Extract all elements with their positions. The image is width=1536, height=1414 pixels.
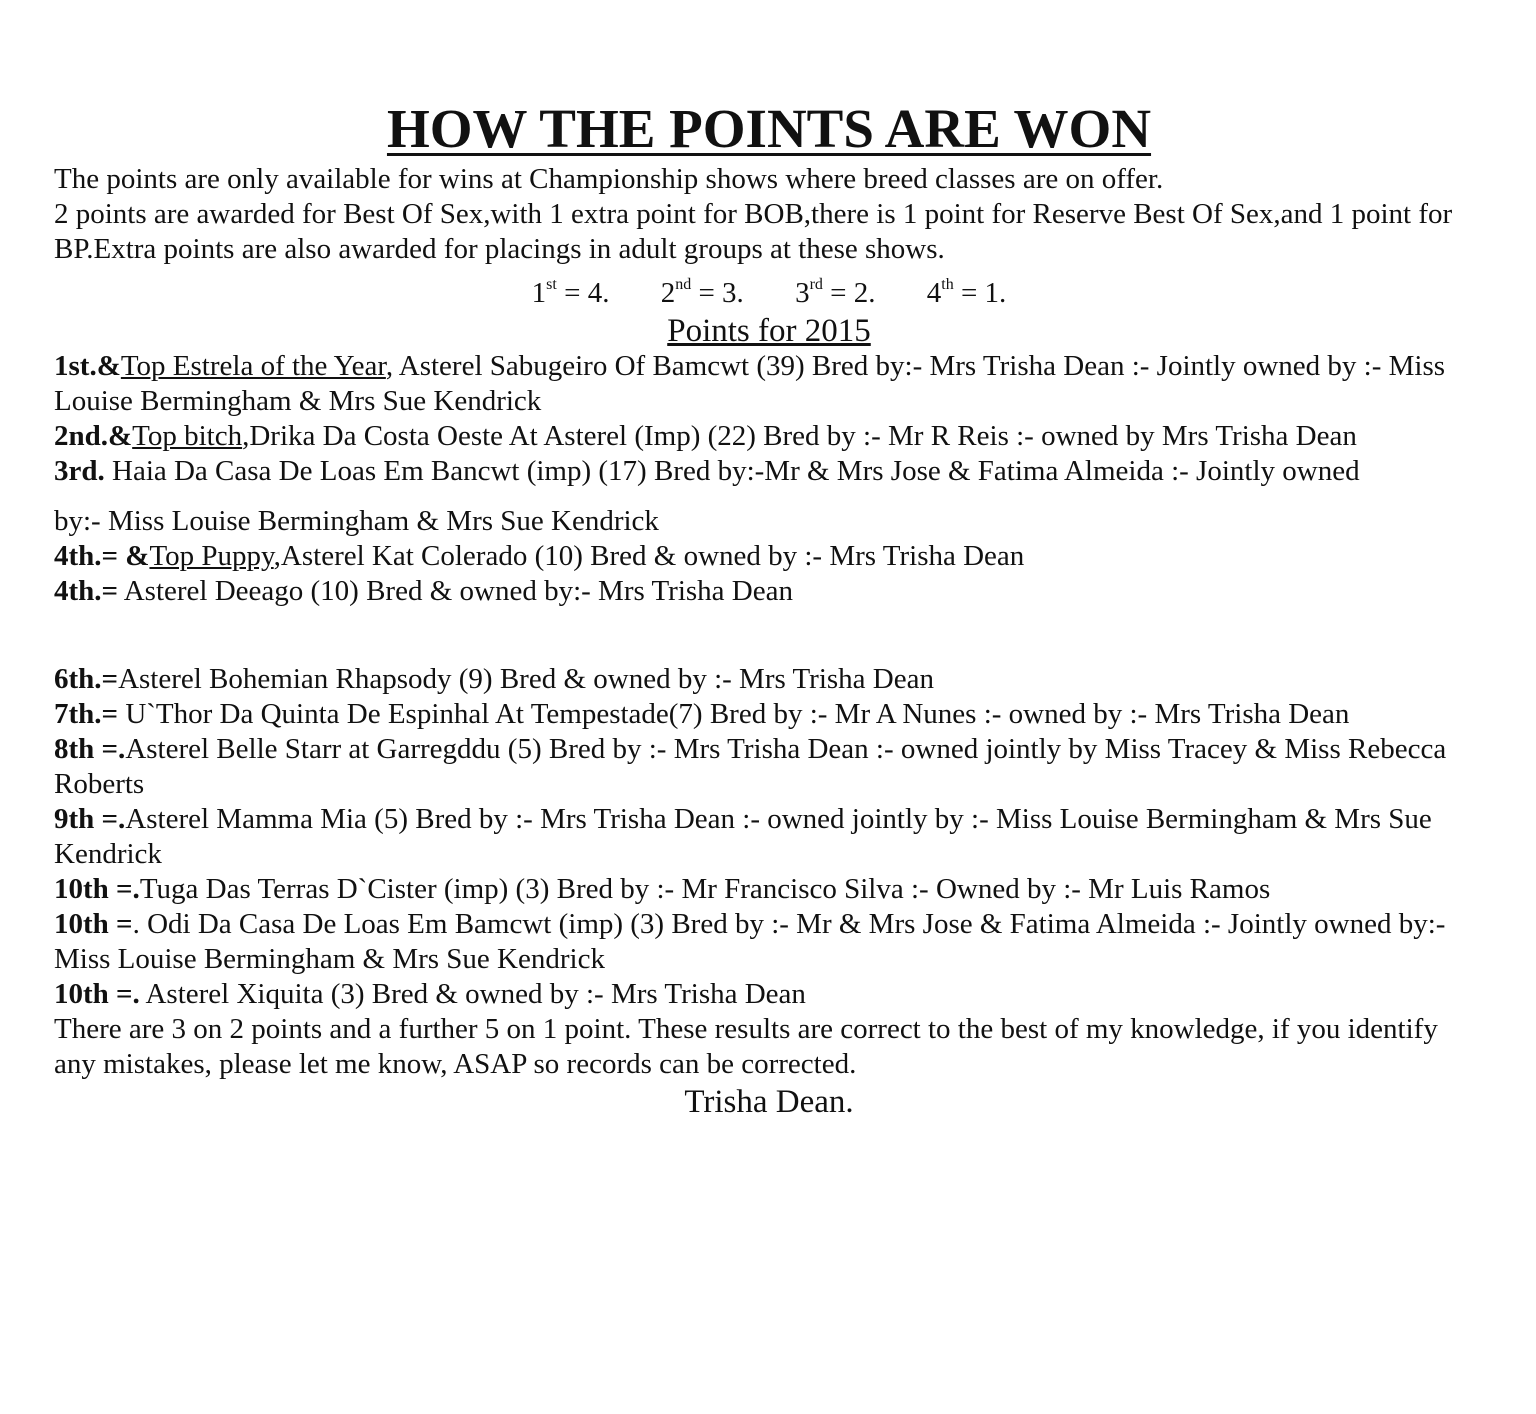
ranking-entry-4a [54, 539, 1484, 574]
entry-place: 3rd. [54, 454, 105, 487]
scale-suffix: st [546, 276, 557, 293]
entry-place: 10th = [54, 907, 133, 940]
entry-place: 8th =. [54, 732, 126, 765]
entry-text: Asterel Mamma Mia (5) Bred by :- Mrs Trisha Dean :- owned jointly by :- Miss Louise Bermingham & Mrs Sue Kendrick [54, 802, 1432, 870]
ranking-entry-8 [54, 732, 1484, 802]
scale-suffix: th [941, 276, 954, 293]
scale-item-1st [532, 277, 610, 309]
entry-text: Asterel Xiquita (3) Bred & owned by :- Mrs Trisha Dean [139, 977, 806, 1010]
ranking-entry-3-continued: by:- Miss Louise Bermingham & Mrs Sue Kendrick [54, 504, 659, 537]
ranking-entry-2 [54, 419, 1484, 454]
entry-award: Top Puppy [149, 539, 274, 572]
ranking-entry-4b [54, 574, 1484, 609]
entry-text: U`Thor Da Quinta De Espinhal At Tempestade(7) Bred by :- Mr A Nunes :- owned by :- Mrs Trisha Dean [118, 697, 1350, 730]
entry-place: 2nd.& [54, 419, 133, 452]
entry-place: 10th =. [54, 872, 140, 905]
document-page [54, 96, 1484, 1122]
ranking-entry-10a [54, 872, 1484, 907]
entry-text: Haia Da Casa De Loas Em Bancwt (imp) (17) Bred by:-Mr & Mrs Jose & Fatima Almeida :- Jointly owned [104, 454, 1360, 487]
scale-value: = 2. [830, 276, 876, 309]
closing-note: There are 3 on 2 points and a further 5 on 1 point. These results are correct to the best of my knowledge, if you identify any mistakes, please let me know, ASAP so records can be corrected. [54, 1012, 1438, 1080]
scale-num: 4 [926, 276, 942, 309]
entry-text: . Odi Da Casa De Loas Em Bamcwt (imp) (3) Bred by :- Mr & Mrs Jose & Fatima Almeida :- Jointly owned by:- Miss Louise Bermingham & Mrs Sue Kendrick [54, 907, 1446, 975]
entry-text: Tuga Das Terras D`Cister (imp) (3) Bred by :- Mr Francisco Silva :- Owned by :- Mr Luis Ramos [139, 872, 1271, 905]
intro-line-2: 2 points are awarded for Best Of Sex,with 1 extra point for BOB,there is 1 point for Reserve Best Of Sex,and 1 point for BP.Extra points are also awarded for placings in adult groups at these shows. [54, 198, 1453, 265]
entry-place: 9th =. [54, 802, 126, 835]
scale-num: 2 [660, 276, 676, 309]
scale-value: = 4. [564, 276, 610, 309]
ranking-entry-10b [54, 907, 1484, 977]
entry-award: Top Estrela of the Year [120, 349, 386, 382]
ranking-entry-6 [54, 662, 1484, 697]
entry-text: ,Asterel Kat Colerado (10) Bred & owned by :- Mrs Trisha Dean [273, 539, 1025, 572]
scale-value: = 3. [698, 276, 744, 309]
scale-num: 1 [531, 276, 547, 309]
entry-place: 6th.= [54, 662, 119, 695]
entry-award: Top bitch [132, 419, 243, 452]
signature: Trisha Dean. [684, 1083, 854, 1120]
scale-item-4th [927, 277, 1007, 309]
entry-text: , Asterel Sabugeiro Of Bamcwt (39) Bred by:- Mrs Trisha Dean :- Jointly owned by :- Miss Louise Bermingham & Mrs Sue Kendrick [54, 349, 1446, 417]
entry-text: Asterel Bohemian Rhapsody (9) Bred & owned by :- Mrs Trisha Dean [118, 662, 934, 695]
ranking-entry-10c [54, 977, 1484, 1012]
entry-place: 7th.= [54, 697, 119, 730]
points-scale [54, 267, 1484, 313]
ranking-entry-1 [54, 349, 1484, 419]
entry-place: 4th.= [54, 574, 119, 607]
entry-place: 1st.& [54, 349, 121, 382]
scale-value: = 1. [960, 276, 1007, 309]
ranking-entry-9 [54, 802, 1484, 872]
entry-text: Asterel Belle Starr at Garregddu (5) Bred by :- Mrs Trisha Dean :- owned jointly by Miss Tracey & Miss Rebecca Roberts [54, 732, 1447, 800]
entry-text: ,Drika Da Costa Oeste At Asterel (Imp) (22) Bred by :- Mr R Reis :- owned by Mrs Trisha Dean [242, 419, 1357, 452]
intro-line-1: The points are only available for wins at Championship shows where breed classes are on offer. [54, 163, 1164, 195]
spacer [54, 609, 1484, 662]
scale-num: 3 [795, 276, 810, 309]
scale-item-2nd [661, 277, 744, 309]
spacer [54, 489, 1484, 504]
section-subtitle: Points for 2015 [667, 312, 871, 349]
ranking-entry-7 [54, 697, 1484, 732]
scale-item-3rd [795, 277, 875, 309]
ranking-entry-3 [54, 454, 1484, 489]
page-title: HOW THE POINTS ARE WON [386, 98, 1152, 159]
scale-suffix: nd [675, 276, 692, 293]
entry-place: 4th.= & [54, 539, 150, 572]
entry-place: 10th =. [54, 977, 140, 1010]
entry-text: Asterel Deeago (10) Bred & owned by:- Mrs Trisha Dean [118, 574, 793, 607]
scale-suffix: rd [809, 276, 823, 293]
